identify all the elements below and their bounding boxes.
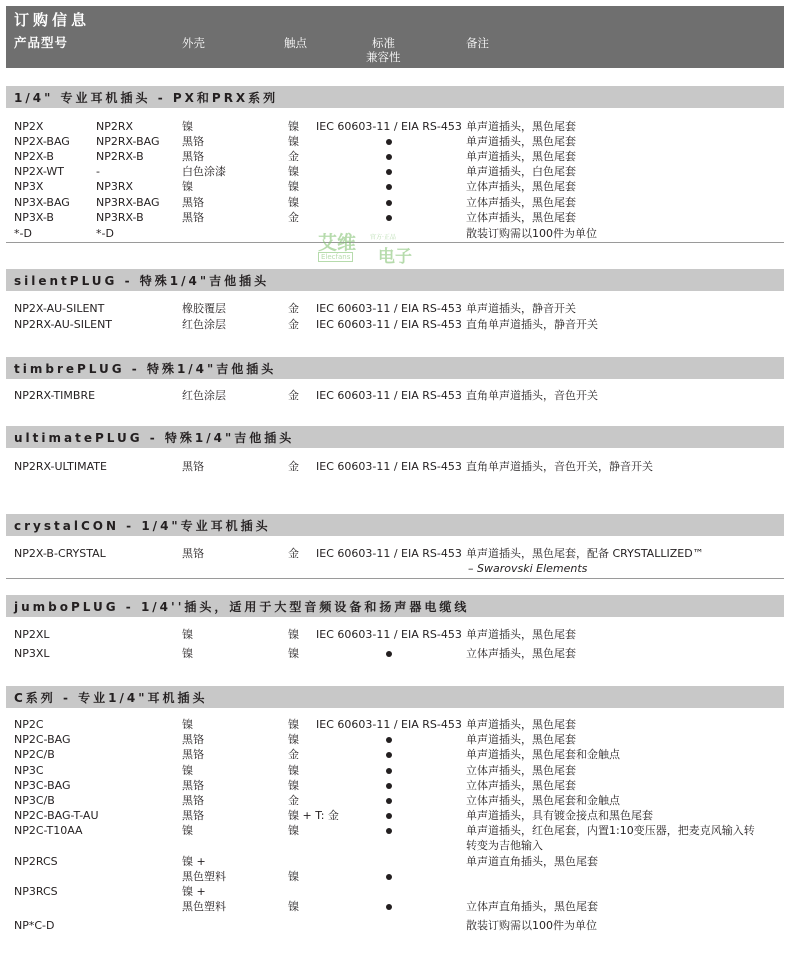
section-px-prx-bar	[6, 86, 784, 108]
table-row	[0, 317, 790, 332]
notes: 单声道直角插头，黑色尾套	[466, 855, 598, 868]
table-row	[0, 179, 790, 194]
model-number: NP2X-WT	[14, 165, 64, 178]
notes: 直角单声道插头，音色开关，静音开关	[466, 460, 653, 473]
standard-compliance: IEC 60603-11 / EIA RS-453	[316, 547, 462, 560]
shell-finish: 镍	[182, 180, 193, 193]
section-title: jumboPLUG - 1/4''插头，适用于大型音频设备和扬声器电缆线	[14, 600, 470, 614]
shell-finish: 红色涂层	[182, 389, 226, 402]
model-number: NP2RX-TIMBRE	[14, 389, 96, 402]
notes: 单声道插头，黑色尾套	[466, 628, 576, 641]
shell-finish: 黑铬	[182, 211, 204, 224]
model-number: NP3RCS	[14, 885, 58, 898]
table-row	[0, 808, 790, 823]
section-silentplug-bar	[6, 269, 784, 291]
section-timbreplug-bar	[6, 357, 784, 379]
table-row	[0, 747, 790, 762]
contact-finish: 金	[288, 211, 299, 224]
model-number: NP*C-D	[14, 919, 55, 932]
model-number: NP2C-BAG-T-AU	[14, 809, 99, 822]
contact-finish: 镍	[288, 180, 299, 193]
notes: 直角单声道插头，音色开关	[466, 389, 598, 402]
section-title: 1/4" 专业耳机插头 - PX和PRX系列	[14, 91, 279, 105]
model-number: NP2X-B	[14, 150, 54, 163]
model-number: NP2X	[14, 120, 44, 133]
shell-finish: 镍	[182, 120, 193, 133]
shell-finish: 黑铬	[182, 794, 204, 807]
compatibility-dot	[386, 904, 392, 910]
compatibility-dot	[386, 752, 392, 758]
contact-finish: 镍	[288, 779, 299, 792]
compatibility-dot	[386, 651, 392, 657]
shell-finish: 镍 +	[182, 885, 206, 898]
compatibility-dot	[386, 169, 392, 175]
model-number: NP2XL	[14, 628, 50, 641]
compatibility-dot	[386, 813, 392, 819]
shell-finish: 黑铬	[182, 150, 204, 163]
shell-finish: 黑铬	[182, 733, 204, 746]
model-number: NP2RCS	[14, 855, 58, 868]
compatibility-dot	[386, 874, 392, 880]
notes: 立体声插头，黑色尾套	[466, 779, 576, 792]
compatibility-dot	[386, 768, 392, 774]
shell-finish: 橡胶覆层	[182, 302, 226, 315]
compatibility-dot	[386, 215, 392, 221]
model-number-alt: NP3RX-BAG	[96, 196, 160, 209]
contact-finish: 镍	[288, 870, 299, 883]
notes: 直角单声道插头，静音开关	[466, 318, 598, 331]
compatibility-dot	[386, 798, 392, 804]
col-shell-header: 外壳	[182, 36, 205, 50]
col-model-header: 产品型号	[14, 35, 69, 50]
notes: 立体声插头，黑色尾套和金触点	[466, 794, 620, 807]
shell-finish: 黑铬	[182, 135, 204, 148]
shell-finish: 黑铬	[182, 748, 204, 761]
model-number-alt: -	[96, 165, 100, 178]
notes: 单声道插头，白色尾套	[466, 165, 576, 178]
contact-finish: 镍	[288, 120, 299, 133]
shell-finish: 白色涂漆	[182, 165, 226, 178]
table-row	[0, 388, 790, 403]
model-number-alt: NP2RX-B	[96, 150, 144, 163]
section-title: silentPLUG - 特殊1/4"吉他插头	[14, 274, 270, 288]
model-number-alt: *-D	[96, 227, 114, 240]
model-number: NP2X-B-CRYSTAL	[14, 547, 106, 560]
table-row	[0, 763, 790, 778]
shell-finish: 黑铬	[182, 809, 204, 822]
notes: 单声道插头，黑色尾套	[466, 733, 576, 746]
section-ultimateplug-bar	[6, 426, 784, 448]
standard-compliance: IEC 60603-11 / EIA RS-453	[316, 302, 462, 315]
model-number: NP2C-T10AA	[14, 824, 83, 837]
notes: 单声道插头，静音开关	[466, 302, 576, 315]
table-row	[0, 301, 790, 316]
table-row	[0, 793, 790, 808]
standard-compliance: IEC 60603-11 / EIA RS-453	[316, 628, 462, 641]
compatibility-dot	[386, 139, 392, 145]
watermark-mark: 官方·正品	[370, 234, 396, 241]
compatibility-dot	[386, 154, 392, 160]
model-number: NP3C	[14, 764, 44, 777]
table-row	[0, 195, 790, 210]
contact-finish: 镍	[288, 900, 299, 913]
contact-finish: 镍	[288, 196, 299, 209]
shell-finish: 黑色塑料	[182, 870, 226, 883]
model-number: NP3XL	[14, 647, 50, 660]
watermark-logo	[318, 228, 412, 267]
contact-finish: 镍	[288, 647, 299, 660]
model-number: NP3C/B	[14, 794, 55, 807]
table-row	[0, 918, 790, 933]
table-row	[0, 899, 790, 914]
notes: 立体声插头，黑色尾套	[466, 196, 576, 209]
contact-finish: 镍	[288, 733, 299, 746]
notes: 散装订购需以100件为单位	[466, 919, 597, 932]
shell-finish: 镍	[182, 718, 193, 731]
notes: 立体声直角插头，黑色尾套	[466, 900, 598, 913]
model-number-alt: NP2RX	[96, 120, 134, 133]
contact-finish: 金	[288, 150, 299, 163]
model-number: NP3X	[14, 180, 44, 193]
notes: 单声道插头，具有镀金接点和黑色尾套	[466, 809, 653, 822]
contact-finish: 金	[288, 389, 299, 402]
page-title: 订购信息	[14, 11, 91, 29]
watermark-sub: Elecfans	[318, 252, 353, 262]
table-row	[0, 884, 790, 899]
model-number: NP2X-AU-SILENT	[14, 302, 105, 315]
section-crystalcon-bar	[6, 514, 784, 536]
contact-finish: 金	[288, 460, 299, 473]
table-row	[0, 854, 790, 869]
contact-finish: 镍	[288, 764, 299, 777]
shell-finish: 黑铬	[182, 460, 204, 473]
section-title: ultimatePLUG - 特殊1/4"吉他插头	[14, 431, 295, 445]
col-contact-header: 触点	[284, 36, 307, 50]
contact-finish: 金	[288, 318, 299, 331]
table-row	[0, 164, 790, 179]
notes: 立体声插头，黑色尾套	[466, 211, 576, 224]
contact-finish: 镍	[288, 824, 299, 837]
model-number: NP3X-B	[14, 211, 54, 224]
contact-finish: 金	[288, 748, 299, 761]
contact-finish: 金	[288, 794, 299, 807]
model-number: NP2X-BAG	[14, 135, 70, 148]
notes: 单声道插头，红色尾套，内置1:10变压器，把麦克风输入转	[466, 824, 755, 837]
shell-finish: 镍	[182, 764, 193, 777]
table-row	[0, 732, 790, 747]
notes: 立体声插头，黑色尾套	[466, 764, 576, 777]
table-row	[0, 119, 790, 134]
notes-continued: 转变为吉他输入	[466, 839, 543, 852]
standard-compliance: IEC 60603-11 / EIA RS-453	[316, 718, 462, 731]
section-divider	[6, 578, 784, 579]
notes: 单声道插头，黑色尾套	[466, 718, 576, 731]
notes: 立体声插头，黑色尾套	[466, 180, 576, 193]
model-number: NP2C	[14, 718, 44, 731]
section-title: crystalCON - 1/4"专业耳机插头	[14, 519, 271, 533]
watermark-brand: 艾维	[318, 232, 357, 254]
model-number: *-D	[14, 227, 32, 240]
table-row	[0, 134, 790, 149]
model-number: NP2RX-AU-SILENT	[14, 318, 113, 331]
compatibility-dot	[386, 184, 392, 190]
model-number: NP2RX-ULTIMATE	[14, 460, 107, 473]
compatibility-dot	[386, 200, 392, 206]
col-compat-header: 兼容性	[366, 50, 401, 64]
table-row	[0, 646, 790, 661]
table-row	[0, 627, 790, 642]
notes: 立体声插头，黑色尾套	[466, 647, 576, 660]
standard-compliance: IEC 60603-11 / EIA RS-453	[316, 120, 462, 133]
model-number-alt: NP2RX-BAG	[96, 135, 160, 148]
notes: 单声道插头，黑色尾套和金触点	[466, 748, 620, 761]
table-row	[0, 869, 790, 884]
contact-finish: 镍	[288, 718, 299, 731]
table-row	[0, 210, 790, 225]
table-row	[0, 823, 790, 852]
watermark-cn: 电子	[378, 247, 412, 267]
contact-finish: 镍	[288, 628, 299, 641]
compatibility-dot	[386, 828, 392, 834]
shell-finish: 黑铬	[182, 779, 204, 792]
model-number: NP3C-BAG	[14, 779, 71, 792]
notes: 单声道插头，黑色尾套，配备 CRYSTALLIZED™	[466, 547, 704, 560]
model-number: NP2C-BAG	[14, 733, 71, 746]
shell-finish: 镍	[182, 824, 193, 837]
section-title: timbrePLUG - 特殊1/4"吉他插头	[14, 362, 277, 376]
col-standard-header: 标准	[372, 36, 395, 50]
model-number-alt: NP3RX-B	[96, 211, 144, 224]
section-c-series-bar	[6, 686, 784, 708]
standard-compliance: IEC 60603-11 / EIA RS-453	[316, 389, 462, 402]
table-row	[0, 778, 790, 793]
notes: 单声道插头，黑色尾套	[466, 150, 576, 163]
order-info-header	[6, 6, 784, 68]
shell-finish: 镍	[182, 647, 193, 660]
compatibility-dot	[386, 783, 392, 789]
table-row	[0, 546, 790, 575]
shell-finish: 镍 +	[182, 855, 206, 868]
model-number: NP2C/B	[14, 748, 55, 761]
section-jumboplug-bar	[6, 595, 784, 617]
shell-finish: 黑色塑料	[182, 900, 226, 913]
notes: 散装订购需以100件为单位	[466, 227, 597, 240]
contact-finish: 镍	[288, 135, 299, 148]
shell-finish: 镍	[182, 628, 193, 641]
table-row	[0, 149, 790, 164]
shell-finish: 黑铬	[182, 196, 204, 209]
notes: 单声道插头，黑色尾套	[466, 135, 576, 148]
compatibility-dot	[386, 737, 392, 743]
table-row	[0, 459, 790, 474]
table-row	[0, 717, 790, 732]
section-title: C系列 - 专业1/4"耳机插头	[14, 691, 208, 705]
contact-finish: 金	[288, 547, 299, 560]
standard-compliance: IEC 60603-11 / EIA RS-453	[316, 460, 462, 473]
model-number-alt: NP3RX	[96, 180, 134, 193]
col-notes-header: 备注	[466, 36, 489, 50]
shell-finish: 黑铬	[182, 547, 204, 560]
contact-finish: 镍	[288, 165, 299, 178]
notes-continued: – Swarovski Elements	[468, 562, 588, 575]
contact-finish: 镍 + T: 金	[288, 809, 339, 822]
standard-compliance: IEC 60603-11 / EIA RS-453	[316, 318, 462, 331]
notes: 单声道插头，黑色尾套	[466, 120, 576, 133]
shell-finish: 红色涂层	[182, 318, 226, 331]
contact-finish: 金	[288, 302, 299, 315]
model-number: NP3X-BAG	[14, 196, 70, 209]
